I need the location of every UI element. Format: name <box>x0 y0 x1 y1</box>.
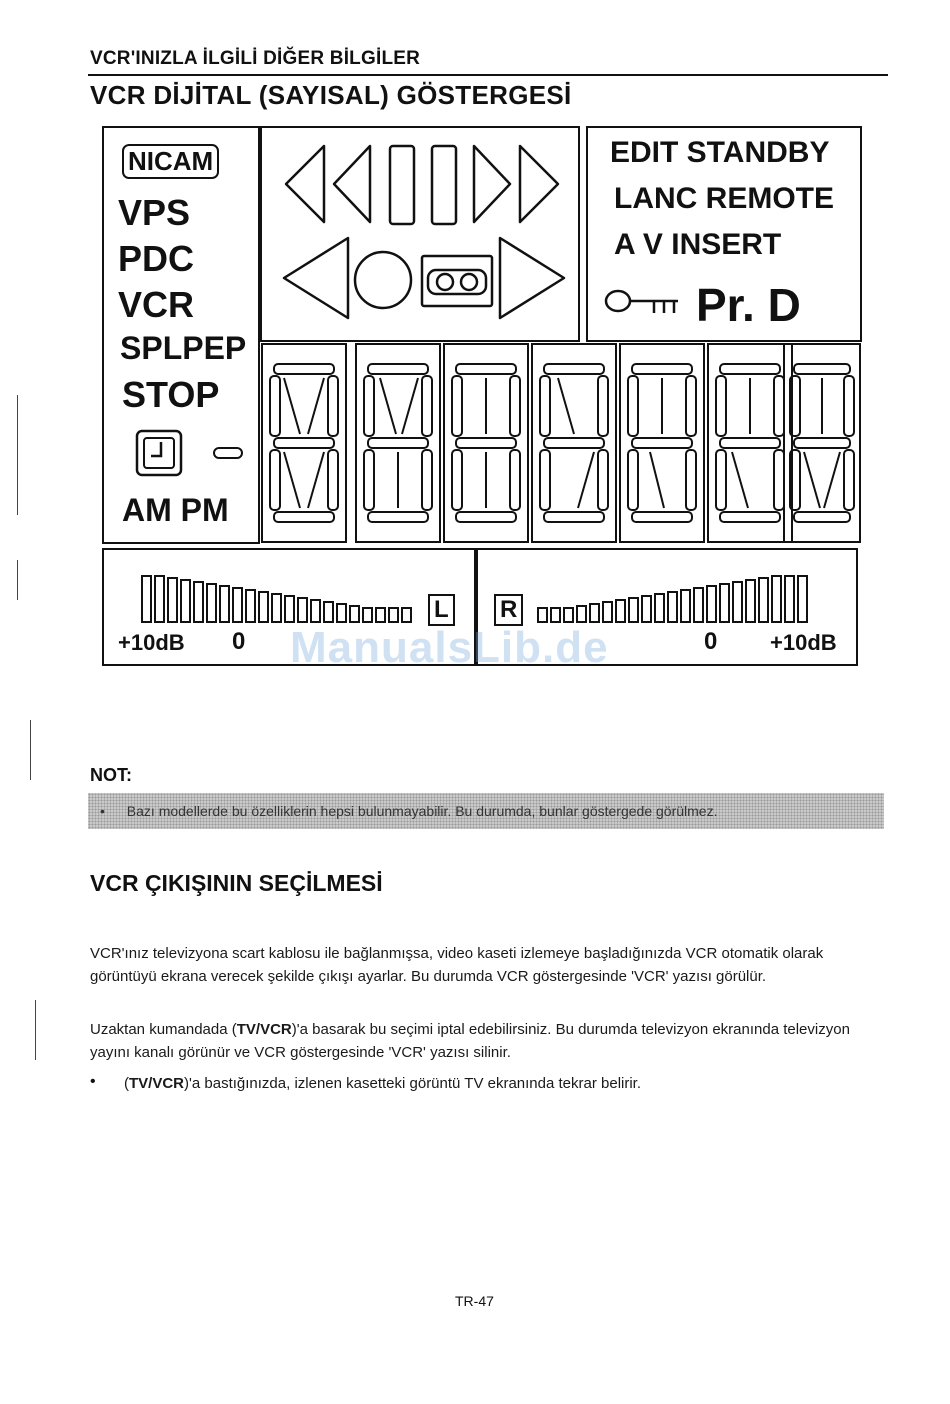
chapter-header: VCR'INIZLA İLGİLİ DİĞER BİLGİLER <box>90 48 421 69</box>
record-icon <box>355 252 411 308</box>
header-rule <box>88 74 888 76</box>
left-db-label: +10dB <box>118 630 185 655</box>
display-right-panel <box>586 126 862 342</box>
meter-right-panel <box>476 548 858 666</box>
margin-mark <box>30 720 31 780</box>
digit-5 <box>620 344 704 542</box>
right-db-label: +10dB <box>770 630 837 655</box>
b1-pre: ( <box>124 1075 129 1092</box>
right-zero-label: 0 <box>704 628 718 655</box>
av-insert-label: A V INSERT <box>614 228 782 261</box>
margin-mark <box>17 560 18 600</box>
segment-digits <box>260 342 862 544</box>
bullet-1 <box>124 1072 864 1095</box>
vcr-label: VCR <box>118 284 195 325</box>
note-text: Bazı modellerde bu özelliklerin hepsi bulunmayabilir. Bu durumda, bunlar göstergede görülmez. <box>126 803 718 819</box>
transport-icons <box>262 128 578 340</box>
note-bar <box>88 793 884 829</box>
nicam-label: NICAM <box>122 144 219 179</box>
margin-mark <box>35 1000 36 1060</box>
note-title: NOT: <box>90 765 132 785</box>
right-meter-bars <box>534 570 824 626</box>
tv-vcr-key: TV/VCR <box>129 1075 185 1092</box>
reverse-play-icon <box>284 238 348 318</box>
digit-3 <box>444 344 528 542</box>
ampm-label: AM PM <box>122 492 229 528</box>
page-number: TR-47 <box>455 1293 494 1309</box>
digit-6 <box>708 344 792 542</box>
forward-outer-icon <box>520 146 558 222</box>
rewind-inner-icon <box>334 146 370 222</box>
paragraph-2 <box>90 1018 860 1064</box>
paragraph-1: VCR'ınız televizyona scart kablosu ile bağlanmışsa, video kaseti izlemeye başladığınızda VCR otomatik olarak görüntüyü ekrana verecek şekilde çıkışı ayarlar. Bu durumda VCR göstergesinde 'VCR' yazısı görülür. <box>90 945 824 985</box>
cassette-icon <box>422 256 492 306</box>
play-icon <box>500 238 564 318</box>
bullet-1-dot: • <box>90 1073 96 1090</box>
left-channel-label: L <box>428 594 455 626</box>
rewind-outer-icon <box>286 146 324 222</box>
pause-left-icon <box>390 146 414 224</box>
forward-inner-icon <box>474 146 510 222</box>
display-left-panel <box>102 126 260 544</box>
program-d-label: Pr. D <box>696 279 801 331</box>
clock-icon <box>134 428 254 480</box>
stop-label: STOP <box>122 374 220 415</box>
left-zero-label: 0 <box>232 628 246 655</box>
right-channel-label: R <box>494 594 523 626</box>
digit-4 <box>532 344 616 542</box>
watermark: ManualsLib.de <box>290 623 609 672</box>
tv-vcr-key: TV/VCR <box>236 1021 292 1038</box>
margin-mark <box>17 395 18 515</box>
digit-2 <box>356 344 440 542</box>
splpep-label: SPLPEP <box>120 330 247 366</box>
pause-right-icon <box>432 146 456 224</box>
digit-1 <box>262 344 346 542</box>
digit-7 <box>784 344 860 542</box>
key-icon <box>602 286 682 320</box>
meter-left-panel <box>102 548 476 666</box>
transport-panel <box>260 126 580 342</box>
digit-row <box>260 342 862 544</box>
pdc-label: PDC <box>118 238 195 279</box>
lanc-remote-label: LANC REMOTE <box>614 182 834 215</box>
vps-label: VPS <box>118 192 191 233</box>
b1-post: )'a bastığınızda, izlenen kasetteki görüntü TV ekranında tekrar belirir. <box>184 1075 642 1092</box>
p2-post: )'a basarak bu seçimi iptal edebilirsiniz. Bu durumda televizyon ekranında televizyon yayını kanalı görünür ve VCR göstergesinde 'VCR' yazısı silinir. <box>90 1021 850 1061</box>
left-meter-bars <box>140 570 440 626</box>
section-title: VCR ÇIKIŞININ SEÇİLMESİ <box>90 870 383 896</box>
page-title: VCR DİJİTAL (SAYISAL) GÖSTERGESİ <box>90 80 572 110</box>
note-bullet: • <box>100 803 105 819</box>
p2-pre: Uzaktan kumandada ( <box>90 1021 237 1038</box>
edit-standby-label: EDIT STANDBY <box>610 136 830 169</box>
